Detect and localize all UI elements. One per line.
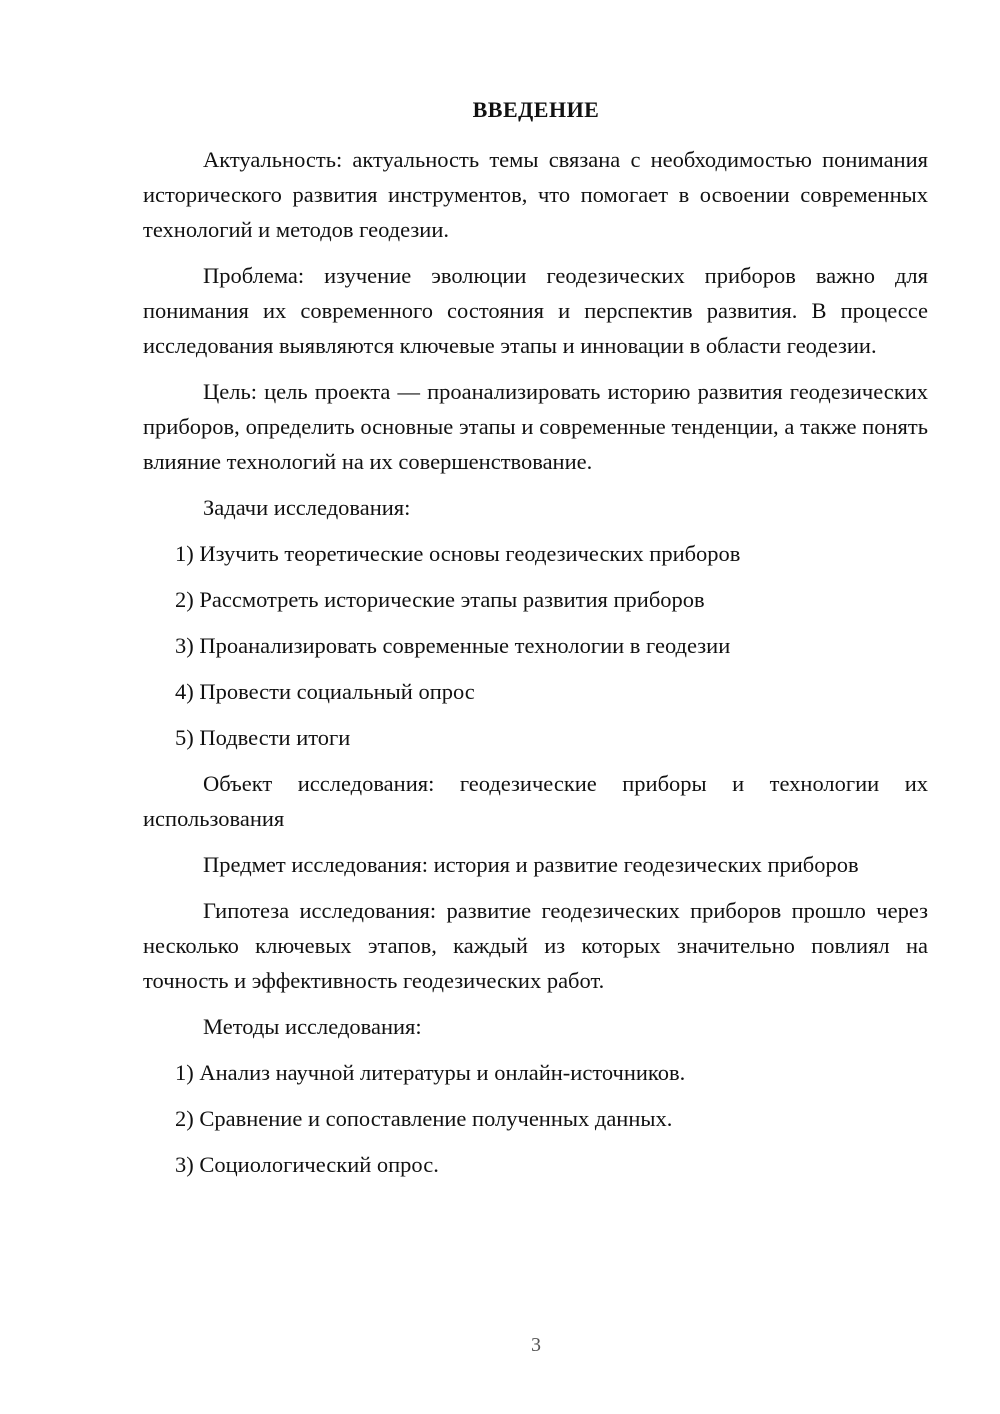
hypothesis-paragraph: Гипотеза исследования: развитие геодезических приборов прошло через несколько ключевых этапов, каждый из которых значительно повлиял на точность и эффективность геодезических работ. <box>143 898 928 993</box>
method-item-2: 2) Сравнение и сопоставление полученных данных. <box>175 1106 673 1131</box>
methods-heading: Методы исследования: <box>203 1014 422 1039</box>
problem-paragraph: Проблема: изучение эволюции геодезических приборов важно для понимания их современного состояния и перспектив развития. В процессе исследования выявляются ключевые этапы и инновации в области геодезии. <box>143 263 928 358</box>
goal-paragraph: Цель: цель проекта — проанализировать историю развития геодезических приборов, определить основные этапы и современные тенденции, а также понять влияние технологий на их совершенствование. <box>143 379 928 474</box>
task-item-4: 4) Провести социальный опрос <box>175 679 475 704</box>
method-item-1: 1) Анализ научной литературы и онлайн-источников. <box>175 1060 686 1085</box>
tasks-heading: Задачи исследования: <box>203 495 411 520</box>
task-item-2: 2) Рассмотреть исторические этапы развития приборов <box>175 587 705 612</box>
object-paragraph: Объект исследования: геодезические приборы и технологии их использования <box>143 771 928 831</box>
subject-paragraph: Предмет исследования: история и развитие геодезических приборов <box>203 852 859 877</box>
section-title: ВВЕДЕНИЕ <box>472 97 600 122</box>
relevance-paragraph: Актуальность: актуальность темы связана с необходимостью понимания исторического развития инструментов, что помогает в освоении современных технологий и методов геодезии. <box>143 147 928 242</box>
section-body <box>143 142 928 1193</box>
page-number: 3 <box>531 1334 541 1356</box>
task-item-5: 5) Подвести итоги <box>175 725 351 750</box>
task-item-3: 3) Проанализировать современные технологии в геодезии <box>175 633 731 658</box>
method-item-3: 3) Социологический опрос. <box>175 1152 439 1177</box>
task-item-1: 1) Изучить теоретические основы геодезических приборов <box>175 541 741 566</box>
